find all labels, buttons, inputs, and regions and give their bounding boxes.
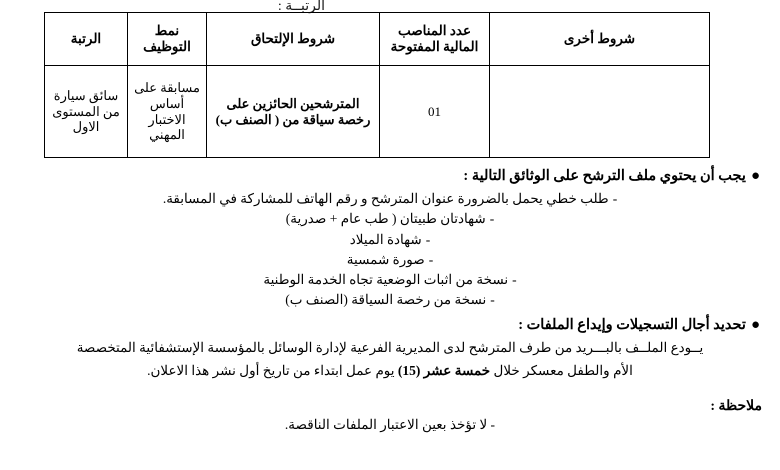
required-documents-list — [18, 189, 762, 311]
list-item — [18, 270, 762, 290]
list-item-text: نسخة من رخصة السياقة (الصنف ب) — [285, 292, 487, 308]
deadline-suffix: يوم عمل ابتداء من تاريخ أول نشر هذا الاعلان. — [147, 362, 398, 378]
note-text: - لا تؤخذ بعين الاعتبار الملفات الناقصة. — [284, 416, 496, 432]
table-header-row — [45, 13, 710, 66]
deadline-duration: خمسة عشر (15) — [397, 362, 491, 378]
list-item — [18, 209, 762, 229]
dash-marker: - — [512, 272, 517, 288]
cell-open-posts: 01 — [380, 66, 490, 158]
list-item-text: نسخة من اثبات الوضعية تجاه الخدمة الوطنية — [263, 272, 509, 288]
deadline-section-title-text: تحديد أجال التسجيلات وإيداع الملفات : — [518, 316, 746, 333]
note-title: ملاحظة : — [710, 398, 762, 414]
header-join-conditions: شروط الإلتحاق — [207, 13, 380, 66]
document-body — [18, 168, 762, 433]
bullet-dot-icon: ● — [750, 316, 760, 333]
dash-marker: - — [425, 231, 431, 247]
spacer — [18, 382, 762, 388]
header-rank: الرتبة — [45, 13, 128, 66]
list-item-text: صورة شمسية — [346, 251, 425, 267]
dash-marker: - — [428, 251, 434, 267]
cell-join-conditions: المترشحين الحائزين على رخصة سياقة من ( الصنف ب) — [207, 66, 380, 158]
header-other-conditions: شروط أخرى — [490, 13, 710, 66]
list-item-text: شهادة الميلاد — [349, 231, 422, 247]
bullet-dot-icon: ● — [750, 168, 760, 185]
list-item-text: شهادتان طبيتان ( طب عام + صدرية) — [285, 211, 486, 227]
documents-section-title — [18, 168, 762, 185]
list-item — [18, 250, 762, 270]
deadline-section-title — [18, 317, 762, 334]
top-partial-text: الرتبــة : — [277, 0, 325, 14]
list-item — [18, 189, 762, 209]
cell-employment-mode: مسابقة على أساس الاختبار المهني — [128, 66, 207, 158]
table-row — [45, 66, 710, 158]
dash-marker: - — [490, 292, 495, 308]
deadline-paragraph-line1: يــودع الملــف بالبـــريد من طرف المترشح لدى المديرية الفرعية لإدارة الوسائل بالمؤسسة الإستشفائية المتخصصة — [76, 339, 704, 355]
list-item — [18, 290, 762, 310]
list-item — [18, 230, 762, 250]
jobs-table — [44, 12, 710, 158]
dash-marker: - — [489, 211, 495, 227]
list-item-text: طلب خطي يحمل بالضرورة عنوان المترشح و رقم الهاتف للمشاركة في المسابقة. — [162, 191, 609, 207]
dash-marker: - — [612, 191, 618, 207]
deadline-paragraph-line2 — [18, 361, 762, 382]
header-employment-mode: نمط التوظيف — [128, 13, 207, 66]
deadline-prefix: الأم والطفل معسكر خلال — [490, 362, 633, 378]
header-open-posts: عدد المناصب المالية المفتوحة — [380, 13, 490, 66]
documents-section-title-text: يجب أن يحتوي ملف الترشح على الوثائق التالية : — [463, 168, 746, 184]
jobs-table-container — [52, 12, 710, 158]
cell-rank: سائق سيارة من المستوى الاول — [45, 66, 128, 158]
cell-other-conditions — [490, 66, 710, 158]
